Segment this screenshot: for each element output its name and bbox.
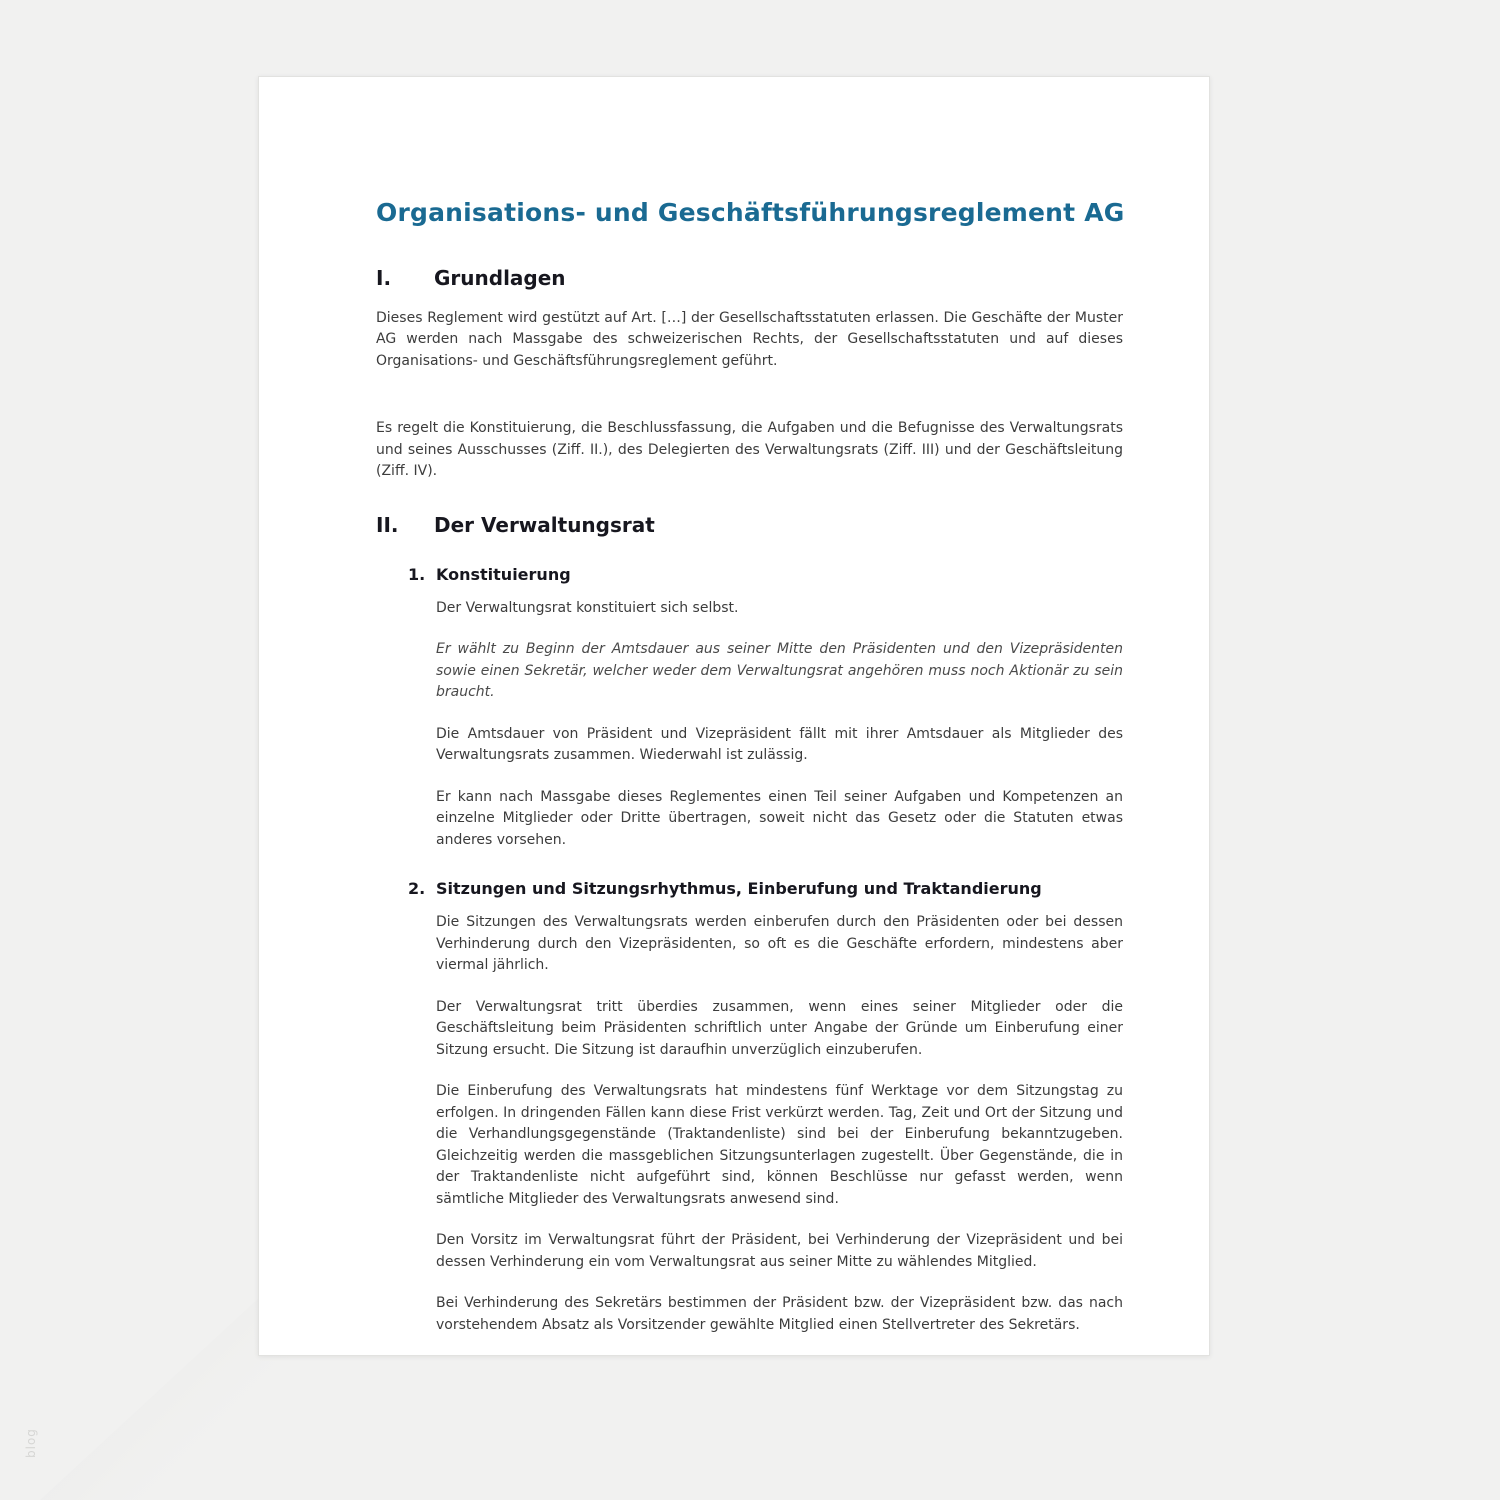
paragraph: Die Amtsdauer von Präsident und Vizepräsident fällt mit ihrer Amtsdauer als Mitglieder des Verwaltungsrats zusammen. Wiederwahl ist zulässig. (436, 725, 1123, 763)
watermark-text: blog (24, 1428, 38, 1458)
subsection-body (436, 912, 1123, 1336)
section-grundlagen (376, 266, 1123, 483)
subsection-sitzungen (376, 879, 1123, 1336)
paragraph: Er kann nach Massgabe dieses Reglementes einen Teil seiner Aufgaben und Kompetenzen an einzelne Mitglieder oder Dritte übertragen, soweit nicht das Gesetz oder die Statuten etwas anderes vorsehen. (436, 788, 1123, 848)
section-heading: Der Verwaltungsrat (434, 512, 655, 537)
paragraph-italic: Er wählt zu Beginn der Amtsdauer aus seiner Mitte den Präsidenten und den Vizepräsidenten sowie einen Sekretär, welcher weder dem Verwaltungsrat angehören muss noch Aktionär zu sein braucht. (436, 641, 1123, 700)
section-heading-row (376, 266, 1123, 290)
subsection-heading: Sitzungen und Sitzungsrhythmus, Einberufung und Traktandierung (436, 879, 1042, 898)
paragraph: Die Sitzungen des Verwaltungsrats werden einberufen durch den Präsidenten oder bei dessen Verhinderung durch den Vizepräsidenten, so oft es die Geschäfte erfordern, mindestens aber viermal jährlich. (436, 914, 1123, 973)
paragraph: Den Vorsitz im Verwaltungsrat führt der Präsident, bei Verhinderung der Vizepräsident und bei dessen Verhinderung ein vom Verwaltungsrat aus seiner Mitte zu wählendes Mitglied. (436, 1232, 1123, 1270)
document-content (376, 197, 1123, 1356)
subsection-konstituierung (376, 565, 1123, 852)
paragraph: Es regelt die Konstituierung, die Beschlussfassung, die Aufgaben und die Befugnisse des Verwaltungsrats und seines Ausschusses (Ziff. II.), des Delegierten des Verwaltungsrats (Ziff. III) und der Geschäftsleitung (Ziff. IV). (376, 420, 1123, 479)
paragraph: Die Einberufung des Verwaltungsrats hat mindestens fünf Werktage vor dem Sitzungstag zu erfolgen. In dringenden Fällen kann diese Frist verkürzt werden. Tag, Zeit und Ort der Sitzung und die Verhandlungsgegenstände (Traktandenliste) sind bei der Einberufung bekanntzugeben. Gleichzeitig werden die massgeblichen Sitzungsunterlagen zugestellt. Über Gegenstände, die in der Traktandenliste nicht aufgeführt sind, können Beschlüsse nur gefasst werden, wenn sämtliche Mitglieder des Verwaltungsrats anwesend sind. (436, 1083, 1123, 1207)
paragraph: Bei Verhinderung des Sekretärs bestimmen der Präsident bzw. der Vizepräsident bzw. das nach vorstehendem Absatz als Vorsitzender gewählte Mitglied einen Stellvertreter des Sekretärs. (436, 1295, 1123, 1333)
document-title: Organisations- und Geschäftsführungsreglement AG (376, 198, 1125, 227)
paragraph: Dieses Reglement wird gestützt auf Art. […] der Gesellschaftsstatuten erlassen. Die Geschäfte der Muster AG werden nach Massgabe des schweizerischen Rechts, der Gesellschaftsstatuten und auf dieses Organisations- und Geschäftsführungsreglement geführt. (376, 309, 1123, 369)
section-verwaltungsrat (376, 513, 1123, 1337)
subsection-heading: Konstituierung (436, 564, 571, 584)
subsection-heading-row (408, 565, 1123, 584)
section-heading-row (376, 513, 1123, 537)
document-page (258, 76, 1210, 1356)
section-number: I. (376, 265, 392, 290)
subsection-number: 1. (408, 564, 426, 584)
subsection-number: 2. (408, 879, 426, 898)
paragraph: Der Verwaltungsrat konstituiert sich selbst. (436, 599, 739, 616)
subsection-heading-row (408, 879, 1123, 898)
section-heading: Grundlagen (434, 265, 566, 290)
section-number: II. (376, 512, 399, 537)
paragraph: Der Verwaltungsrat tritt überdies zusammen, wenn eines seiner Mitglieder oder die Geschäftsleitung beim Präsidenten schriftlich unter Angabe der Gründe um Einberufung einer Sitzung ersucht. Die Sitzung ist daraufhin unverzüglich einzuberufen. (436, 998, 1123, 1058)
subsection-body (436, 598, 1123, 852)
